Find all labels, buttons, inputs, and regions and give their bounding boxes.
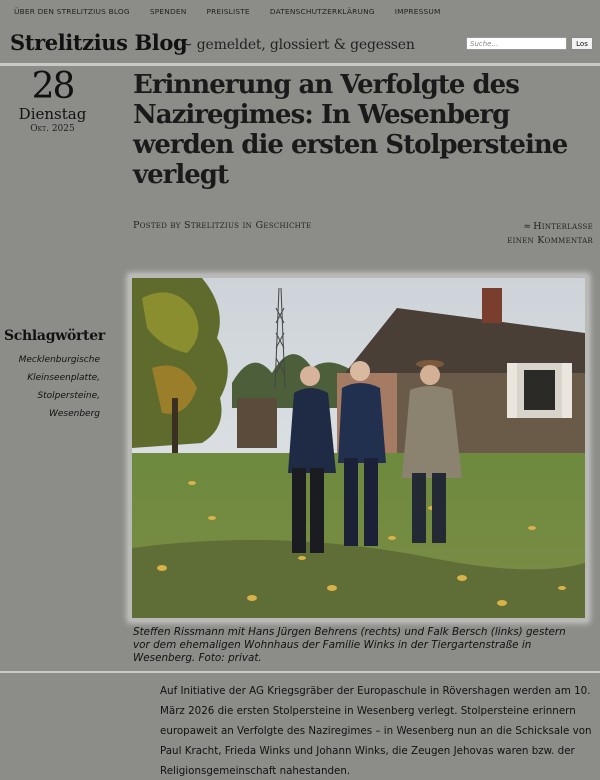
- post-photo-frame: [129, 275, 588, 621]
- tag-link[interactable]: Stolpersteine,: [37, 391, 100, 401]
- comment-link-line1: Hinterlasse: [533, 221, 593, 232]
- post-photo: [132, 278, 585, 618]
- post-date-month: Okt. 2025: [30, 124, 75, 134]
- caption-divider: [0, 671, 600, 673]
- post-meta: [133, 220, 311, 231]
- tags-heading: Schlagwörter: [4, 328, 105, 344]
- site-tagline: ~ gemeldet, glossiert & gegessen: [181, 37, 415, 53]
- post-body-paragraph: Auf Initiative der AG Kriegsgräber der Europaschule in Rövershagen werden am 10. März 2026 die ersten Stolpersteine in Wesenberg verlegt. Stolpersteine erinnern europaweit an Verfolgte des Naziregimes – in Wesenberg nun an die Schicksale von Paul Kracht, Frieda Winks und Johann Winks, die Zeugen Jehovas waren bzw. der Religionsgemeinschaft nahestanden.: [160, 685, 592, 777]
- nav-link-donate[interactable]: SPENDEN: [149, 6, 187, 16]
- site-title[interactable]: Strelitzius Blog: [10, 30, 188, 55]
- post-date-day: 28: [31, 66, 74, 107]
- nav-link-privacy[interactable]: DATENSCHUTZERKLÄRUNG: [269, 6, 375, 16]
- nav-link-pricelist[interactable]: PREISLISTE: [206, 6, 250, 16]
- top-navigation: [0, 0, 600, 22]
- category-link[interactable]: Geschichte: [255, 220, 312, 231]
- comment-link-line2: einen Kommentar: [507, 235, 593, 246]
- leave-comment-link[interactable]: [463, 220, 593, 248]
- site-header: [0, 22, 600, 66]
- tag-link[interactable]: Kleinseenplatte,: [27, 373, 100, 383]
- post-title[interactable]: Erinnerung an Verfolgte des Naziregimes: In Wesenberg werden die ersten Stolpersteine verlegt: [133, 70, 568, 190]
- search-button[interactable]: Los: [571, 37, 593, 50]
- post-date-weekday: Dienstag: [18, 105, 87, 123]
- nav-link-about[interactable]: ÜBER DEN STRELITZIUS BLOG: [14, 6, 130, 16]
- in-label: in: [242, 220, 253, 231]
- author-link[interactable]: Strelitzius: [184, 220, 240, 231]
- photo-caption: Steffen Rissmann mit Hans Jürgen Behrens (rechts) und Falk Bersch (links) gestern vor dem ehemaligen Wohnhaus der Familie Winks in der Tiergartenstraße in Wesenberg. Foto: privat.: [133, 626, 566, 664]
- posted-by-label: Posted by: [133, 220, 181, 231]
- tags-list: [0, 351, 100, 423]
- tag-link[interactable]: Wesenberg: [48, 409, 100, 419]
- comment-bubble-icon: ≈: [523, 222, 532, 232]
- nav-link-imprint[interactable]: IMPRESSUM: [394, 6, 441, 16]
- tag-link[interactable]: Mecklenburgische: [18, 355, 100, 365]
- search-input[interactable]: [466, 37, 567, 50]
